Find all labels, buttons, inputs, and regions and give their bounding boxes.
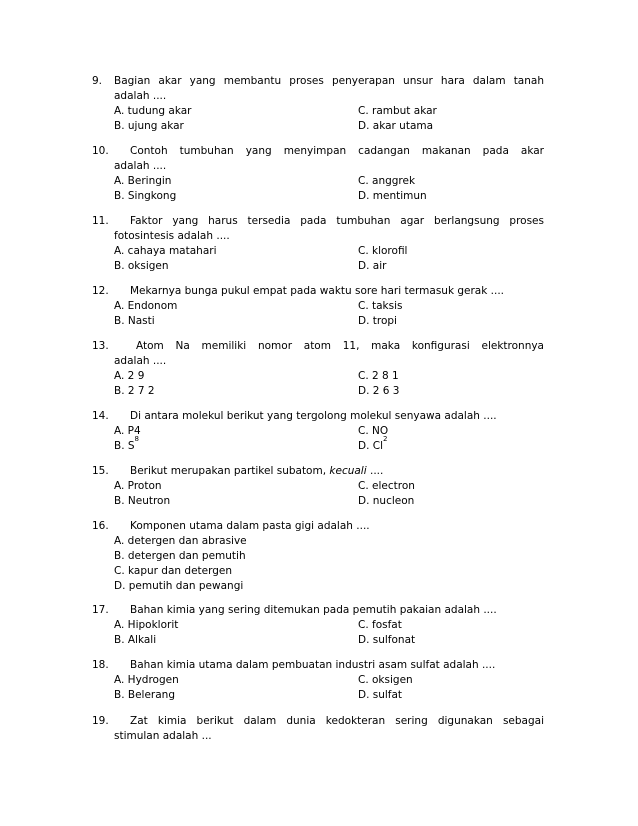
option-b: B. ujung akar (114, 120, 184, 132)
option-a: A. tudung akar (114, 105, 192, 117)
option-d: D. sulfonat (358, 634, 416, 646)
question-stem-continued: fotosintesis adalah .... (114, 230, 230, 242)
option-b: B. Belerang (114, 689, 175, 701)
option-a: A. Hydrogen (114, 674, 179, 686)
option-d: D. akar utama (358, 120, 434, 132)
question-stem-text: Berikut merupakan partikel subatom, (130, 465, 327, 477)
question-number: 10. (92, 145, 109, 157)
question-stem: Contoh tumbuhan yang menyimpan cadangan makanan pada akar (130, 145, 544, 157)
option-b: B. oksigen (114, 260, 169, 272)
option-c: C. klorofil (358, 245, 408, 257)
option-b: B. Alkali (114, 634, 157, 646)
option-d: D. pemutih dan pewangi (114, 580, 244, 592)
subscript: 2 (383, 435, 388, 443)
question-stem: Komponen utama dalam pasta gigi adalah .... (130, 520, 370, 532)
question-stem (114, 464, 544, 479)
option-b: B. Neutron (114, 495, 171, 507)
question-11 (92, 214, 544, 274)
question-19 (92, 714, 544, 744)
question-number: 16. (92, 520, 109, 532)
option-d: D. mentimun (358, 190, 427, 202)
question-stem-continued: adalah .... (114, 160, 167, 172)
option-a: A. detergen dan abrasive (114, 535, 247, 547)
option-c: C. taksis (358, 300, 403, 312)
option-b: B. Nasti (114, 315, 155, 327)
question-17 (92, 603, 544, 648)
option-b: B. Singkong (114, 190, 177, 202)
question-number: 19. (92, 715, 109, 727)
option-c: C. NO (358, 425, 389, 437)
subscript: 8 (134, 435, 140, 443)
question-stem-ellipsis: .... (370, 465, 384, 477)
question-number: 18. (92, 659, 109, 671)
option-d: D. 2 6 3 (358, 385, 400, 397)
question-18 (92, 658, 544, 703)
question-12 (92, 284, 544, 329)
question-9 (92, 74, 544, 134)
question-stem: Mekarnya bunga pukul empat pada waktu sore hari termasuk gerak .... (130, 285, 505, 297)
option-c: C. rambut akar (358, 105, 437, 117)
option-a: A. 2 9 (114, 370, 145, 382)
question-stem: Di antara molekul berikut yang tergolong molekul senyawa adalah .... (130, 410, 497, 422)
option-d (358, 435, 544, 454)
question-10 (92, 144, 544, 204)
option-d: D. nucleon (358, 495, 415, 507)
question-14 (92, 409, 544, 454)
question-15 (92, 464, 544, 509)
question-number: 14. (92, 410, 109, 422)
option-c: C. anggrek (358, 175, 416, 187)
option-b (114, 435, 358, 454)
option-c: C. electron (358, 480, 415, 492)
option-c: C. kapur dan detergen (114, 565, 233, 577)
option-d: D. air (358, 260, 387, 272)
option-a: A. Hipoklorit (114, 619, 179, 631)
question-number: 17. (92, 604, 109, 616)
option-a: A. Beringin (114, 175, 172, 187)
option-a: A. Endonom (114, 300, 178, 312)
option-a: A. P4 (114, 425, 141, 437)
option-b-text: B. S (114, 440, 135, 452)
question-stem: Faktor yang harus tersedia pada tumbuhan agar berlangsung proses (130, 215, 544, 227)
question-stem-continued: adalah .... (114, 90, 167, 102)
option-c: C. oksigen (358, 674, 413, 686)
question-stem: Bahan kimia yang sering ditemukan pada pemutih pakaian adalah .... (130, 604, 497, 616)
question-number: 11. (92, 215, 109, 227)
question-stem: Atom Na memiliki nomor atom 11, maka konfigurasi elektronnya (136, 340, 544, 352)
question-stem: Zat kimia berikut dalam dunia kedokteran sering digunakan sebagai (130, 715, 544, 727)
question-stem: Bahan kimia utama dalam pembuatan industri asam sulfat adalah .... (130, 659, 496, 671)
question-number: 9. (92, 75, 103, 87)
option-c: C. fosfat (358, 619, 402, 631)
option-c: C. 2 8 1 (358, 370, 399, 382)
option-a: A. Proton (114, 480, 162, 492)
option-d: D. tropi (358, 315, 397, 327)
question-13 (92, 339, 544, 399)
question-stem-continued: adalah .... (114, 355, 167, 367)
question-stem: Bagian akar yang membantu proses penyerapan unsur hara dalam tanah (114, 75, 544, 87)
question-16 (92, 519, 544, 594)
question-number: 13. (92, 340, 109, 352)
question-number: 12. (92, 285, 109, 297)
option-d: D. sulfat (358, 689, 403, 701)
question-stem-emphasis: kecuali (329, 465, 367, 477)
option-b: B. 2 7 2 (114, 385, 155, 397)
question-stem-continued: stimulan adalah ... (114, 730, 212, 742)
option-a: A. cahaya matahari (114, 245, 217, 257)
option-d-text: D. Cl (358, 440, 384, 452)
option-b: B. detergen dan pemutih (114, 550, 246, 562)
question-number: 15. (92, 465, 109, 477)
